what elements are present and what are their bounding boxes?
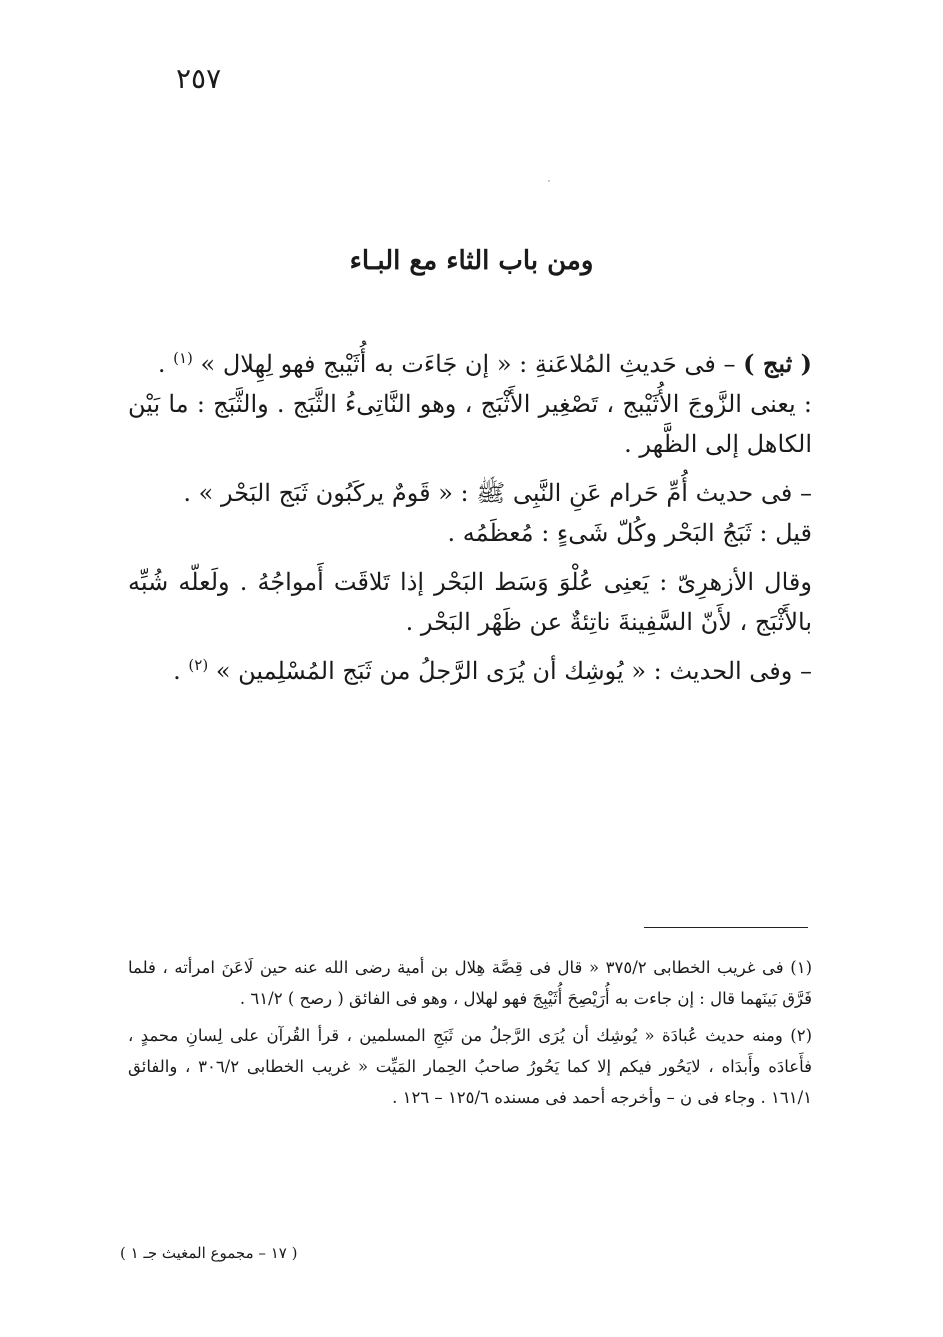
paragraph-hadith-yushik [128, 651, 812, 691]
entry-end: . [173, 657, 189, 685]
entry-text: – وفى الحديث : « يُوشِك أن يُرَى الرَّجلُ من ثَبَج المُسْلِمين » [208, 657, 812, 685]
bottom-signature-ref: ( ١٧ – مجموع المغيث جـ ١ ) [120, 1244, 298, 1262]
entry-text: – فى حَديثِ المُلاعَنةِ : « إن جَاءَت به أُثَيْبج فهو لِهِلال » [192, 350, 744, 378]
paragraph-hadith-umm-haram: – فى حديث أُمِّ حَرام عَنِ النَّبِى ﷺ : « قَومٌ يركَبُون ثَبَج البَحْر » . [183, 479, 812, 507]
footnotes [128, 952, 812, 1119]
entry-end: . [157, 350, 174, 378]
entry-thabaj [128, 344, 812, 384]
paragraph-azhari: وقال الأزهرِىّ : يَعنِى عُلْوَ وَسَط البَحْر إذا تَلاقَت أَمواجُهُ . ولَعلّه شُبِّه بالأَثْبَج ، لأَنّ السَّفِينةَ ناتِئةٌ عن ظَهْر البَحْر . [128, 568, 812, 636]
footnote-ref-2[interactable]: (٢) [188, 656, 209, 674]
entry-term: ( ثبج ) [743, 349, 812, 378]
speck-mark [548, 180, 550, 182]
footnote-rule [644, 927, 808, 928]
paragraph-explanation: : يعنى الزَّوجَ الأُثَيْبج ، تَصْغِير الأَثْبَج ، وهو النَّاتِىءُ الثَّبَج . والثَّبَج : ما بَيْن الكاهل إلى الظَّهر . [128, 390, 812, 458]
main-text [128, 344, 812, 700]
section-heading: ومن باب الثاء مع البـاء [349, 246, 594, 276]
footnote-ref-1[interactable]: (١) [173, 349, 193, 367]
page-number: ٢٥٧ [176, 62, 222, 95]
footnote-2: (٢) ومنه حديث عُبادَة « يُوشِك أن يُرَى الرَّجلُ من ثَبَجِ المسلمين ، قرأ القُرآن على لِسانِ محمدٍ ، فأَعادَه وأَبدَاه ، لايَحُور فيكم إلا كما يَحُورُ صاحبُ الحِمار المَيِّت « غريب الخطابى ٣٠٦/٢ ، والفائق ١٦١/١ . وجاء فى ن – وأخرجه أحمد فى مسنده ١٢٥/٦ – ١٢٦ . [128, 1026, 813, 1107]
paragraph-definition: قيل : ثَبَجُ البَحْر وكُلّ شَىءٍ : مُعظَمُه . [447, 519, 812, 547]
footnote-1: (١) فى غريب الخطابى ٣٧٥/٢ « قال فى قِصَّة هِلال بن أمية رضى الله عنه حين لَاعَنَ امرأته ، فلما فَرَّق بَينَهما قال : إن جاءت به أُرَيْصِحَ أُثَيْبِجَ فهو لهلال ، وهو فى الفائق ( رصح ) ٦١/٢ . [128, 958, 812, 1008]
